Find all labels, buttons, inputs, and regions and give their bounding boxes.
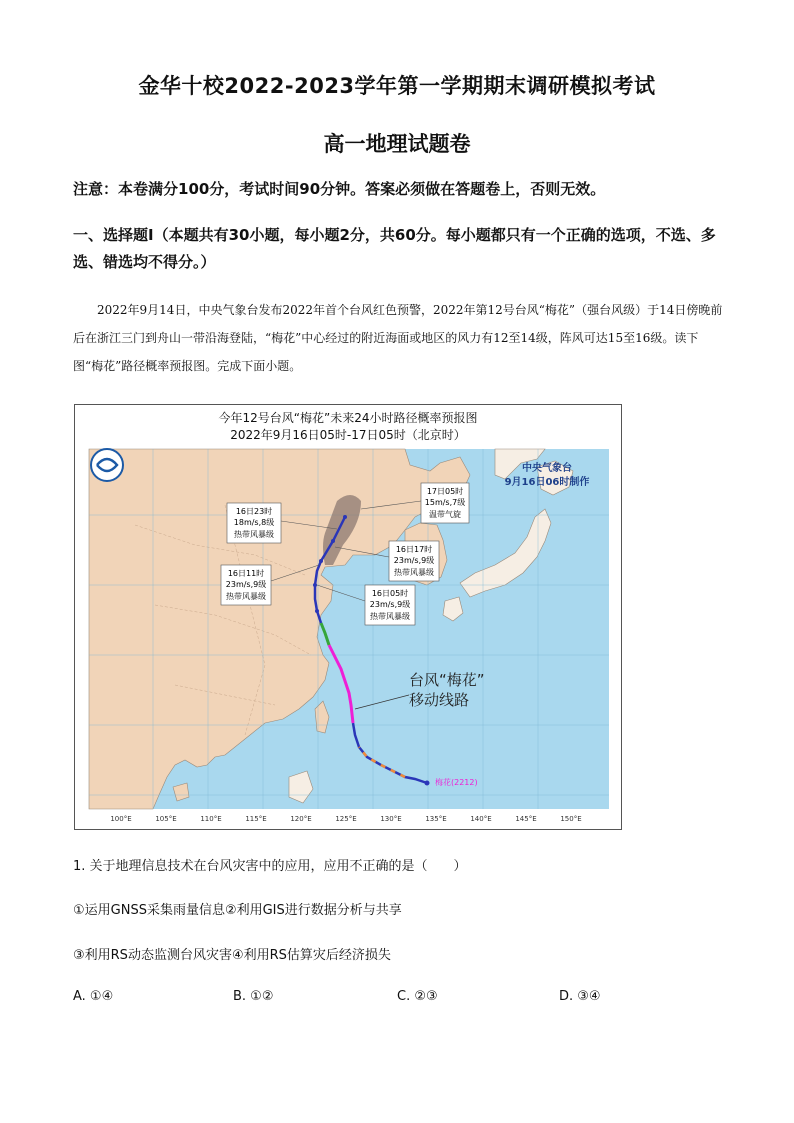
agency-time: 9月16日06时制作 — [504, 477, 590, 488]
agency-name: 中央气象台 — [522, 463, 572, 474]
callout-16-17-line1: 16日17时 — [395, 545, 433, 554]
lon-tick: 120°E — [290, 815, 312, 823]
lon-tick: 140°E — [470, 815, 492, 823]
map-title-line1: 今年12号台风“梅花”未来24小时路径概率预报图 — [218, 411, 478, 425]
callout-16-05-line1: 16日05时 — [371, 589, 409, 598]
cma-logo — [91, 449, 123, 481]
lon-tick-labels — [110, 815, 581, 823]
callout-17-05-line2: 15m/s,7级 — [424, 498, 466, 507]
map-body — [89, 449, 609, 809]
passage-text: 2022年9月14日，中央气象台发布2022年首个台风红色预警，2022年第12号台风“梅花”（强台风级）于14日傍晚前后在浙江三门到舟山一带沿海登陆，“梅花”中心经过的附近海面或地区的风力有12至14级，阵风可达15至16级。读下图“梅花”路径概率预报图。完成下面小题。 — [73, 303, 723, 373]
route-label-line1: 台风“梅花” — [409, 671, 485, 689]
exam-title: 金华十校2022-2023学年第一学期期末调研模拟考试 — [138, 74, 656, 98]
callout-16-23-line1: 16日23时 — [235, 507, 273, 516]
callout-16-05-line2: 23m/s,9级 — [369, 600, 411, 609]
lon-tick: 115°E — [245, 815, 267, 823]
lon-tick: 125°E — [335, 815, 357, 823]
typhoon-track-map — [74, 404, 622, 830]
callout-16-11-line1: 16日11时 — [227, 569, 265, 578]
callout-17-05-line3: 温带气旋 — [429, 510, 461, 519]
callout-17-05-line1: 17日05时 — [426, 487, 464, 496]
route-label-line2: 移动线路 — [409, 691, 470, 709]
callout-16-05-line3: 热带风暴级 — [370, 612, 410, 621]
map-svg — [75, 405, 621, 829]
question-1-statements-2: ③利用RS动态监测台风灾害④利用RS估算灾后经济损失 — [73, 948, 391, 963]
lon-tick: 150°E — [560, 815, 582, 823]
option-d[interactable]: D. ③④ — [559, 989, 601, 1004]
option-b[interactable]: B. ①② — [233, 989, 274, 1004]
callout-16-11-line3: 热带风暴级 — [226, 592, 266, 601]
option-a[interactable]: A. ①④ — [73, 989, 114, 1004]
lon-tick: 135°E — [425, 815, 447, 823]
lon-tick: 130°E — [380, 815, 402, 823]
callout-16-11-line2: 23m/s,9级 — [225, 580, 267, 589]
exam-notice: 注意：本卷满分100分，考试时间90分钟。答案必须做在答题卷上，否则无效。 — [73, 180, 606, 198]
section-heading: 一、选择题Ⅰ（本题共有30小题，每小题2分，共60分。每小题都只有一个正确的选项，不选、多选、错选均不得分。） — [73, 226, 716, 271]
option-c[interactable]: C. ②③ — [397, 989, 438, 1004]
exam-subtitle: 高一地理试题卷 — [323, 132, 471, 156]
storm-id-label: 梅花(2212) — [435, 778, 478, 787]
callout-16-23-line2: 18m/s,8级 — [233, 518, 275, 527]
lon-tick: 110°E — [200, 815, 222, 823]
question-1-stem: 1. 关于地理信息技术在台风灾害中的应用，应用不正确的是（ ） — [73, 859, 467, 874]
lon-tick: 105°E — [155, 815, 177, 823]
map-title-line2: 2022年9月16日05时-17日05时（北京时） — [230, 428, 466, 442]
callout-16-17-line2: 23m/s,9级 — [393, 556, 435, 565]
lon-tick: 145°E — [515, 815, 537, 823]
callout-16-17-line3: 热带风暴级 — [394, 568, 434, 577]
lon-tick: 100°E — [110, 815, 132, 823]
question-1-statements-1: ①运用GNSS采集雨量信息②利用GIS进行数据分析与共享 — [73, 903, 402, 918]
callout-16-23-line3: 热带风暴级 — [234, 530, 274, 539]
